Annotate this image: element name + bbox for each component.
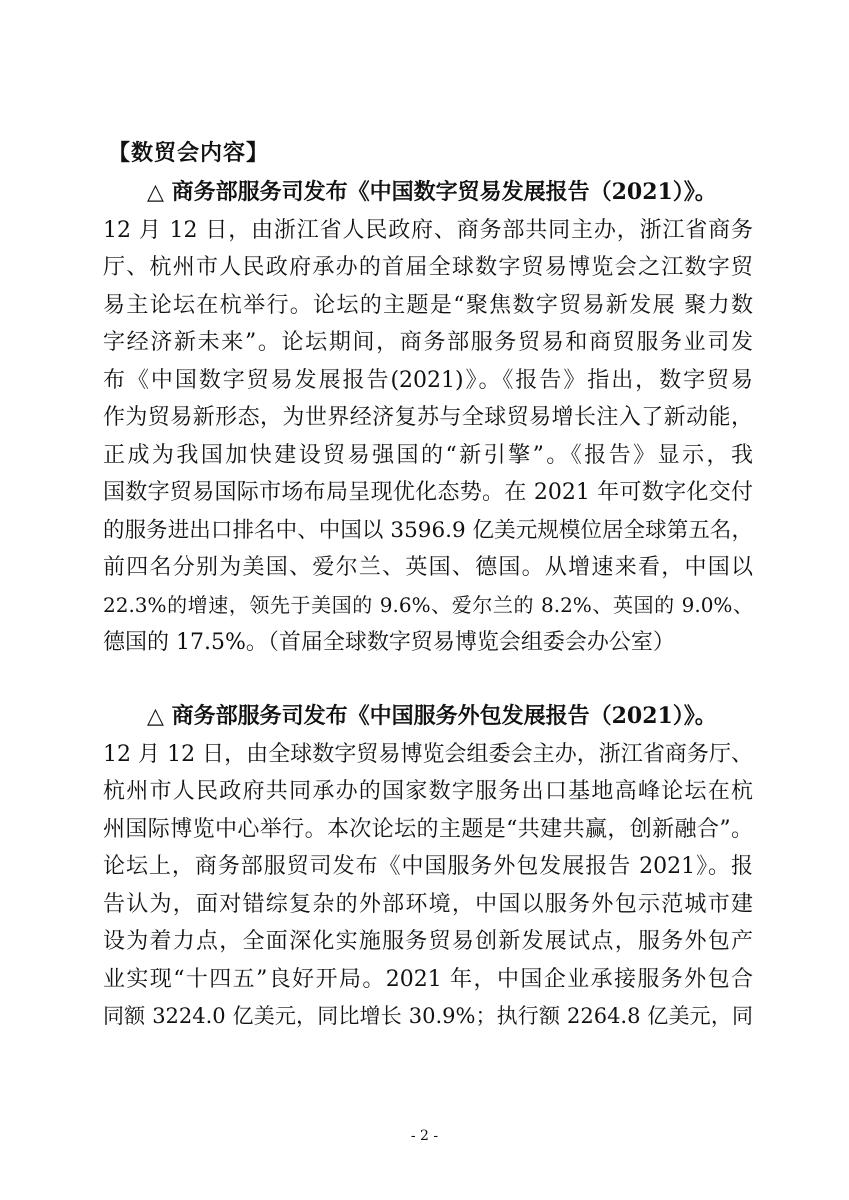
body-line: 杭州市人民政府共同承办的国家数字服务出口基地高峰论坛在杭 bbox=[103, 779, 753, 804]
body-line: 的服务进出口排名中、中国以 3596.9 亿美元规模位居全球第五名， bbox=[103, 517, 753, 543]
body-line: 国数字贸易国际市场布局呈现优化态势。在 2021 年可数字化交付 bbox=[103, 480, 753, 505]
news-item-1 bbox=[103, 174, 753, 662]
body-line: 设为着力点，全面深化实施服务贸易创新发展试点，服务外包产 bbox=[103, 929, 753, 954]
body-line: 12 月 12 日，由浙江省人民政府、商务部共同主办，浙江省商务 bbox=[103, 217, 753, 243]
body-line: 字经济新未来”。论坛期间，商务部服务贸易和商贸服务业司发 bbox=[103, 330, 753, 355]
section-title: 【数贸会内容】 bbox=[108, 140, 270, 166]
body-line: 告认为，面对错综复杂的外部环境，中国以服务外包示范城市建 bbox=[103, 891, 753, 917]
body-line: 前四名分别为美国、爱尔兰、英国、德国。从增速来看，中国以 bbox=[103, 555, 753, 580]
body-line: 12 月 12 日，由全球数字贸易博览会组委会主办，浙江省商务厅、 bbox=[103, 741, 753, 767]
body-line: 论坛上，商务部服贸司发布《中国服务外包发展报告 2021》。报 bbox=[103, 854, 753, 879]
news-item-2 bbox=[103, 698, 753, 1036]
body-line: 同额 3224.0 亿美元，同比增长 30.9%；执行额 2264.8 亿美元，同 bbox=[103, 1004, 753, 1028]
body-line: 业实现“十四五”良好开局。2021 年，中国企业承接服务外包合 bbox=[103, 966, 753, 992]
body-line: 作为贸易新形态，为世界经济复苏与全球贸易增长注入了新动能， bbox=[103, 405, 753, 430]
body-line: 易主论坛在杭举行。论坛的主题是“聚焦数字贸易新发展 聚力数 bbox=[103, 292, 753, 318]
page-number: - 2 - bbox=[410, 1128, 439, 1144]
body-line: 22.3%的增速，领先于美国的 9.6%、爱尔兰的 8.2%、英国的 9.0%、 bbox=[103, 592, 753, 617]
news-item-heading: △ 商务部服务司发布《中国服务外包发展报告（2021）》。 bbox=[147, 703, 717, 729]
news-item-heading: △ 商务部服务司发布《中国数字贸易发展报告（2021）》。 bbox=[147, 179, 717, 205]
body-line: 州国际博览中心举行。本次论坛的主题是“共建共赢，创新融合”。 bbox=[103, 816, 753, 842]
body-line: 德国的 17.5%。（首届全球数字贸易博览会组委会办公室） bbox=[103, 630, 675, 655]
body-line: 布《中国数字贸易发展报告(2021)》。《报告》指出，数字贸易 bbox=[103, 367, 753, 393]
body-line: 正成为我国加快建设贸易强国的“新引擎”。《报告》显示，我 bbox=[103, 442, 753, 468]
body-line: 厅、杭州市人民政府承办的首届全球数字贸易博览会之江数字贸 bbox=[103, 255, 753, 280]
